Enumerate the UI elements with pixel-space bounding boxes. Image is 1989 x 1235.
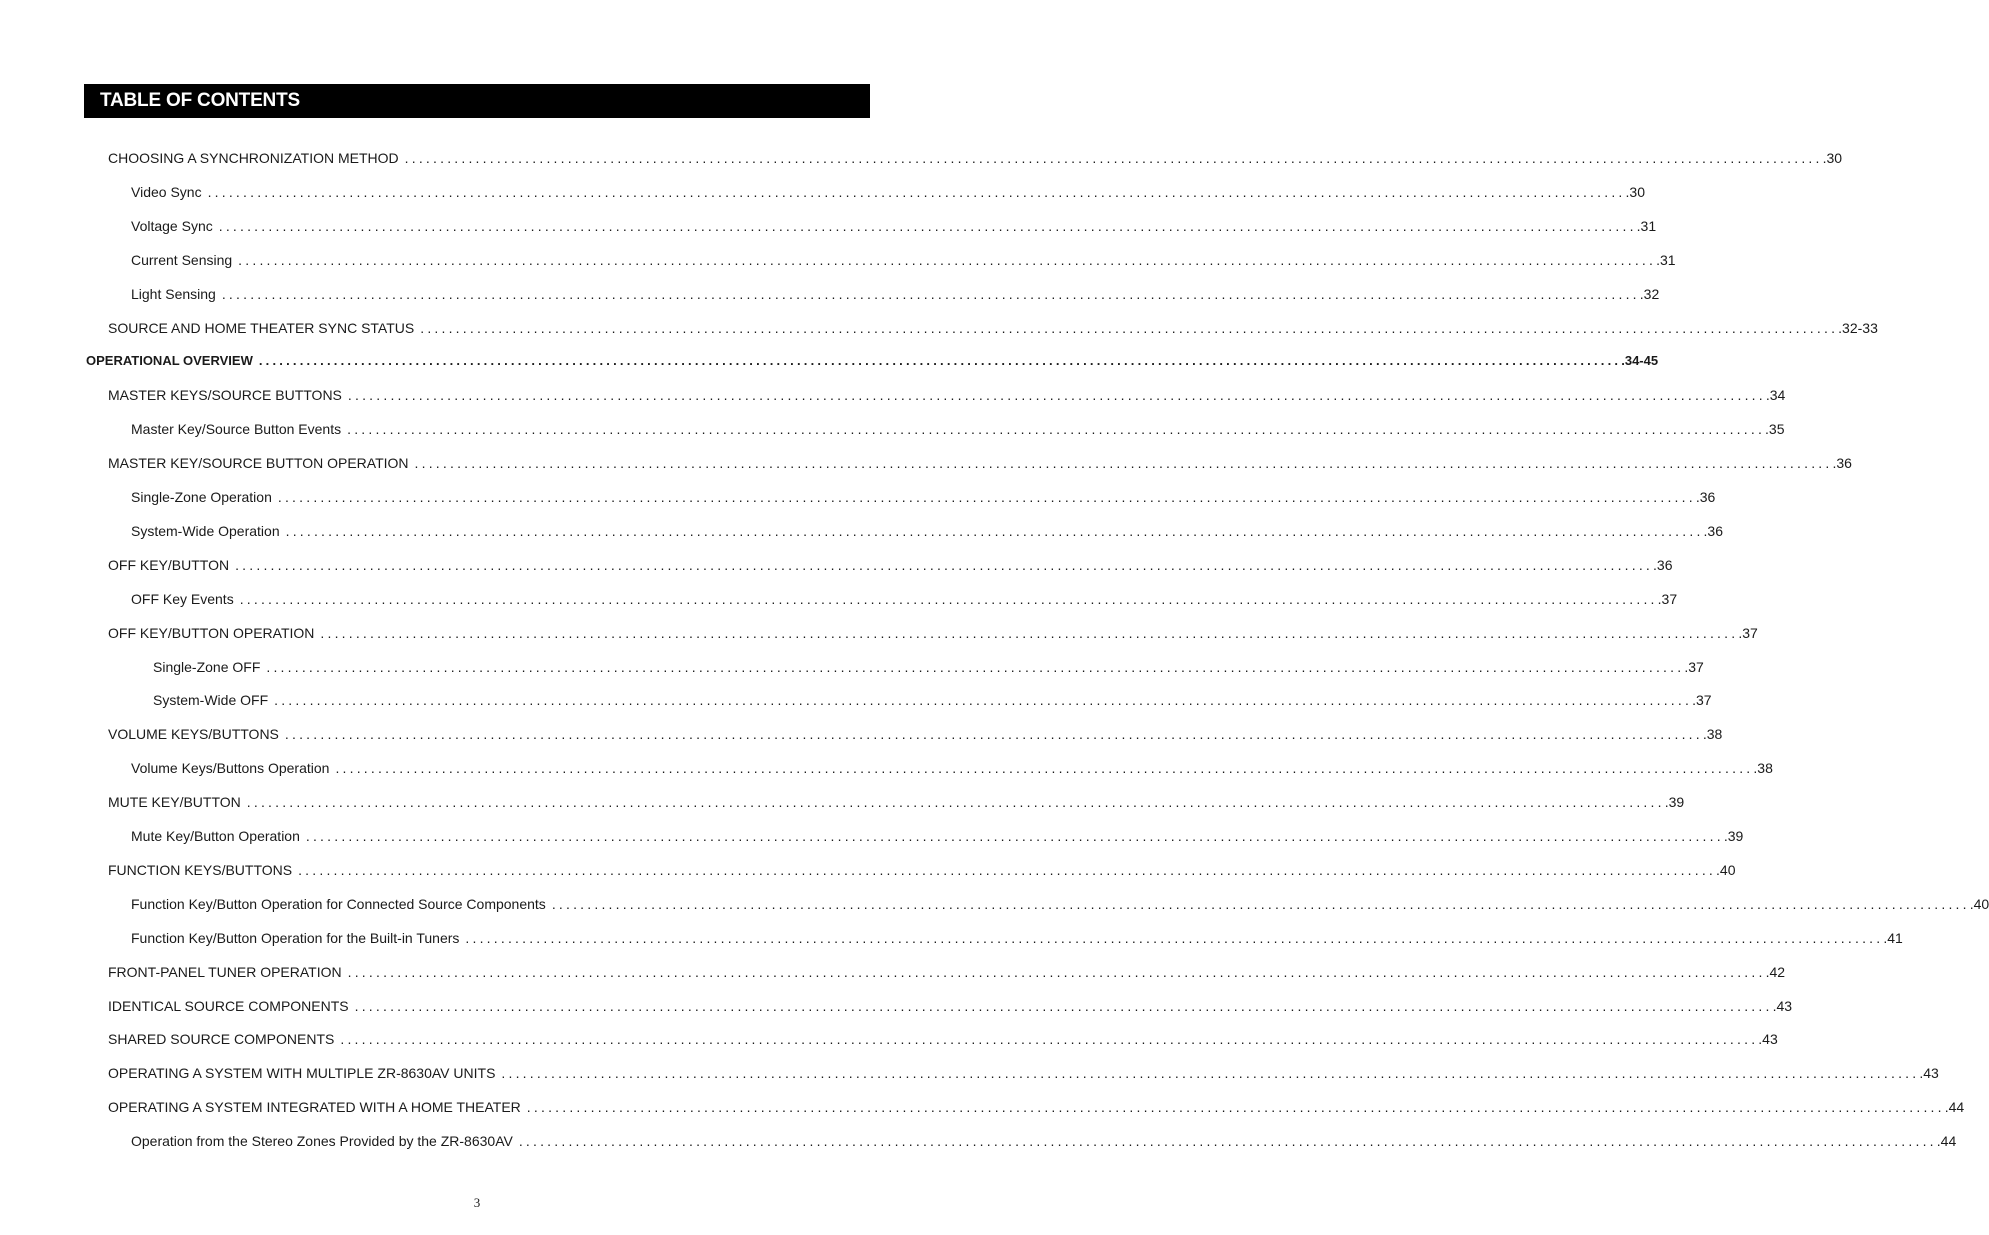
toc-entry-page: .39 xyxy=(1664,794,1685,811)
toc-entry-page: .42 xyxy=(1765,963,1786,980)
toc-entry-page: .43 xyxy=(1919,1065,1939,1082)
toc-entry[interactable] xyxy=(108,860,1736,880)
toc-entry-title: Operation from the Stereo Zones Provided by the ZR-8630AV xyxy=(131,1133,513,1150)
toc-dot-leader: ........................................................................................................................................................................................................ xyxy=(298,861,1717,878)
toc-entry-page: .39 xyxy=(1723,828,1744,844)
toc-entry[interactable] xyxy=(108,385,1786,405)
toc-dot-leader: ........................................................................................................................................................................................................ xyxy=(340,1031,1759,1048)
toc-entry-title: FUNCTION KEYS/BUTTONS xyxy=(108,861,293,878)
toc-entry[interactable] xyxy=(108,148,1843,168)
toc-dot-leader: ........................................................................................................................................................................................................ xyxy=(285,522,1704,539)
toc-dot-leader: ........................................................................................................................................................................................................ xyxy=(258,353,1622,369)
toc-entry[interactable] xyxy=(153,657,1704,677)
toc-entry-title: MUTE KEY/BUTTON xyxy=(108,794,241,811)
toc-entry-page: .37 xyxy=(1738,624,1758,641)
toc-entry-page: .32-33 xyxy=(1838,319,1878,336)
toc-entry[interactable] xyxy=(86,351,1659,371)
toc-dot-leader: ........................................................................................................................................................................................................ xyxy=(551,895,1970,912)
toc-entry-page: .38 xyxy=(1753,760,1773,777)
toc-entry[interactable] xyxy=(108,1029,1778,1049)
toc-entry[interactable] xyxy=(131,521,1724,541)
toc-dot-leader: ........................................................................................................................................................................................................ xyxy=(347,963,1766,980)
toc-entry[interactable] xyxy=(108,996,1793,1016)
toc-entry[interactable] xyxy=(108,453,1852,473)
toc-entry[interactable] xyxy=(131,928,1903,948)
toc-dot-leader: ........................................................................................................................................................................................................ xyxy=(354,997,1773,1014)
toc-entry[interactable] xyxy=(108,792,1685,812)
toc-entry-title: Single-Zone OFF xyxy=(153,658,261,675)
toc-entry-page: .35 xyxy=(1765,421,1785,438)
toc-dot-leader: ........................................................................................................................................................................................................ xyxy=(526,1099,1945,1116)
toc-entry-title: VOLUME KEYS/BUTTONS xyxy=(108,726,279,743)
toc-entry-page: .36 xyxy=(1695,489,1716,505)
toc-entry[interactable] xyxy=(131,250,1676,270)
toc-entry-title: OPERATIONAL OVERVIEW xyxy=(86,353,253,369)
toc-entry[interactable] xyxy=(108,1097,1965,1117)
toc-entry-title: Function Key/Button Operation for the Built-in Tuners xyxy=(131,929,460,946)
toc-entry-title: MASTER KEY/SOURCE BUTTON OPERATION xyxy=(108,455,409,472)
toc-entry-title: SHARED SOURCE COMPONENTS xyxy=(108,1031,335,1048)
toc-dot-leader: ........................................................................................................................................................................................................ xyxy=(207,183,1626,200)
toc-entry[interactable] xyxy=(131,894,1989,914)
toc-entry-page: .37 xyxy=(1684,658,1704,675)
toc-entry[interactable] xyxy=(131,284,1660,304)
toc-entry-page: .30 xyxy=(1625,183,1645,200)
toc-entry-page: .36 xyxy=(1703,522,1724,539)
toc-entry[interactable] xyxy=(108,724,1723,744)
toc-entry-title: Voltage Sync xyxy=(131,217,213,234)
toc-entry-title: OPERATING A SYSTEM INTEGRATED WITH A HOME THEATER xyxy=(108,1099,521,1116)
toc-entry-title: SOURCE AND HOME THEATER SYNC STATUS xyxy=(108,319,415,336)
toc-dot-leader: ........................................................................................................................................................................................................ xyxy=(305,828,1724,844)
toc-entry-title: Current Sensing xyxy=(131,251,233,268)
toc-dot-leader: ........................................................................................................................................................................................................ xyxy=(335,760,1754,777)
toc-entry-page: .37 xyxy=(1657,590,1678,607)
toc-entry[interactable] xyxy=(131,182,1645,202)
toc-dot-leader: ........................................................................................................................................................................................................ xyxy=(420,319,1839,336)
toc-dot-leader: ........................................................................................................................................................................................................ xyxy=(518,1133,1937,1150)
toc-entry[interactable] xyxy=(131,826,1744,846)
toc-entry-title: Video Sync xyxy=(131,183,202,200)
toc-entry[interactable] xyxy=(131,216,1657,236)
toc-entry[interactable] xyxy=(108,962,1786,982)
toc-entry-title: Single-Zone Operation xyxy=(131,489,272,505)
toc-entry-page: .38 xyxy=(1702,726,1723,743)
toc-entry[interactable] xyxy=(131,1131,1957,1151)
toc-entry-title: System-Wide Operation xyxy=(131,522,280,539)
toc-entry-title: Master Key/Source Button Events xyxy=(131,421,342,438)
page-title: TABLE OF CONTENTS xyxy=(100,90,300,111)
toc-entry-title: OPERATING A SYSTEM WITH MULTIPLE ZR-8630AV UNITS xyxy=(108,1065,496,1082)
toc-entry-page: .36 xyxy=(1653,556,1673,573)
toc-entry-page: .44 xyxy=(1936,1133,1957,1150)
toc-entry[interactable] xyxy=(108,1063,1939,1083)
toc-entry[interactable] xyxy=(131,758,1773,778)
toc-entry[interactable] xyxy=(131,589,1678,609)
toc-dot-leader: ........................................................................................................................................................................................................ xyxy=(347,387,1766,404)
toc-dot-leader: ........................................................................................................................................................................................................ xyxy=(218,217,1637,234)
toc-entry-page: .32 xyxy=(1639,285,1660,302)
page-number: 3 xyxy=(473,1195,481,1210)
toc-entry-page: .44 xyxy=(1944,1099,1965,1116)
toc-entry-page: .37 xyxy=(1692,692,1712,709)
toc-entry-page: .34-45 xyxy=(1621,353,1659,369)
toc-entry-title: OFF Key Events xyxy=(131,590,234,607)
toc-entry-page: .40 xyxy=(1716,861,1736,878)
toc-entry-page: .34 xyxy=(1765,387,1786,404)
toc-entry[interactable] xyxy=(131,419,1785,439)
toc-dot-leader: ........................................................................................................................................................................................................ xyxy=(284,726,1703,743)
toc-dot-leader: ........................................................................................................................................................................................................ xyxy=(266,658,1685,675)
toc-dot-leader: ........................................................................................................................................................................................................ xyxy=(239,590,1658,607)
toc-entry-title: Light Sensing xyxy=(131,285,216,302)
toc-dot-leader: ........................................................................................................................................................................................................ xyxy=(404,150,1823,166)
toc-entry-title: OFF KEY/BUTTON xyxy=(108,556,230,573)
toc-dot-leader: ........................................................................................................................................................................................................ xyxy=(246,794,1665,811)
toc-entry-title: FRONT-PANEL TUNER OPERATION xyxy=(108,963,342,980)
toc-entry[interactable] xyxy=(108,623,1758,643)
toc-entry[interactable] xyxy=(108,318,1878,338)
toc-dot-leader: ........................................................................................................................................................................................................ xyxy=(221,285,1640,302)
toc-entry-page: .40 xyxy=(1969,895,1989,912)
toc-entry-page: .31 xyxy=(1656,251,1676,268)
toc-dot-leader: ........................................................................................................................................................................................................ xyxy=(235,556,1654,573)
toc-header-bar xyxy=(84,84,870,118)
toc-dot-leader: ........................................................................................................................................................................................................ xyxy=(465,929,1884,946)
toc-entry-title: MASTER KEYS/SOURCE BUTTONS xyxy=(108,387,342,404)
toc-dot-leader: ........................................................................................................................................................................................................ xyxy=(238,251,1657,268)
toc-entry-title: IDENTICAL SOURCE COMPONENTS xyxy=(108,997,349,1014)
toc-entry-page: .36 xyxy=(1832,455,1852,472)
toc-entry-title: CHOOSING A SYNCHRONIZATION METHOD xyxy=(108,150,399,166)
toc-entry-page: .41 xyxy=(1883,929,1903,946)
toc-entry-page: .30 xyxy=(1822,150,1843,166)
toc-dot-leader: ........................................................................................................................................................................................................ xyxy=(277,489,1696,505)
toc-dot-leader: ........................................................................................................................................................................................................ xyxy=(274,692,1693,709)
toc-entry-title: Function Key/Button Operation for Connected Source Components xyxy=(131,895,546,912)
toc-entry-page: .43 xyxy=(1758,1031,1778,1048)
toc-dot-leader: ........................................................................................................................................................................................................ xyxy=(347,421,1766,438)
toc-entry[interactable] xyxy=(131,487,1716,507)
toc-entry[interactable] xyxy=(153,690,1712,710)
toc-dot-leader: ........................................................................................................................................................................................................ xyxy=(501,1065,1920,1082)
toc-entry-title: Volume Keys/Buttons Operation xyxy=(131,760,330,777)
toc-entry-page: .43 xyxy=(1772,997,1793,1014)
toc-dot-leader: ........................................................................................................................................................................................................ xyxy=(414,455,1833,472)
toc-dot-leader: ........................................................................................................................................................................................................ xyxy=(320,624,1739,641)
toc-entry-title: OFF KEY/BUTTON OPERATION xyxy=(108,624,315,641)
toc-entry-page: .31 xyxy=(1636,217,1657,234)
toc-entry[interactable] xyxy=(108,555,1673,575)
toc-entry-title: System-Wide OFF xyxy=(153,692,269,709)
toc-entry-title: Mute Key/Button Operation xyxy=(131,828,300,844)
